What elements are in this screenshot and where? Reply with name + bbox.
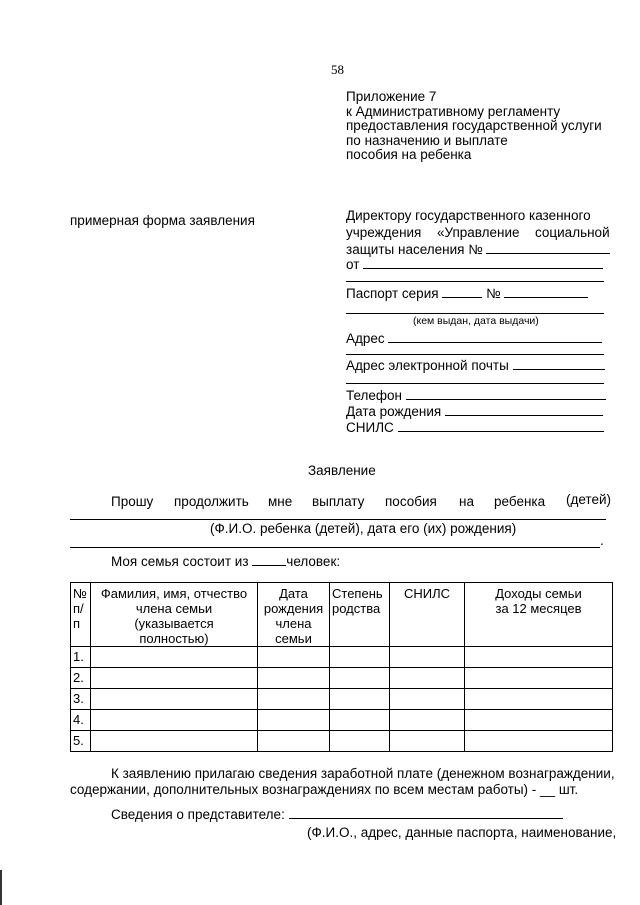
cell-relation[interactable] [330, 689, 390, 710]
passport-series-label: Паспорт серия [346, 286, 439, 301]
cell-full-name[interactable] [91, 647, 258, 668]
table-row [71, 647, 613, 668]
cell-full-name[interactable] [91, 731, 258, 752]
cell-income[interactable] [465, 647, 613, 668]
appendix-block [346, 90, 602, 163]
address-label: Адрес [346, 331, 385, 346]
email-field[interactable] [513, 357, 605, 370]
attachment-line2: содержании, дополнительных вознаграждениях по всем местам работы) - __ шт. [70, 782, 579, 797]
scan-edge [0, 870, 2, 905]
cell-full-name[interactable] [91, 689, 258, 710]
birth-date-label: Дата рождения [346, 404, 442, 419]
request-word: выплату [312, 494, 365, 509]
page-number: 58 [331, 62, 344, 77]
table-header-row [71, 583, 613, 647]
phone-field[interactable] [406, 387, 606, 400]
email-label: Адрес электронной почты [346, 358, 509, 373]
cell-full-name[interactable] [91, 668, 258, 689]
passport-row [346, 285, 588, 301]
issued-hint: (кем выдан, дата выдачи) [413, 315, 539, 327]
cell-income[interactable] [465, 710, 613, 731]
table-row [71, 710, 613, 731]
cell-relation[interactable] [330, 668, 390, 689]
header-full-name: Фамилия, имя, отчество члена семьи (указывается полностью) [91, 583, 258, 647]
appendix-line: по назначению и выплате [346, 132, 508, 148]
request-word: пособия [385, 494, 437, 509]
cell-birth-date[interactable] [258, 689, 330, 710]
cell-snils[interactable] [390, 689, 465, 710]
from-extra-line[interactable] [346, 281, 604, 282]
request-word: мне [268, 494, 293, 509]
from-label: от [346, 257, 360, 272]
cell-snils[interactable] [390, 668, 465, 689]
family-size-label: Моя семья состоит из [111, 554, 249, 569]
row-number: 5. [71, 731, 91, 752]
cell-snils[interactable] [390, 710, 465, 731]
table-row [71, 668, 613, 689]
child-info-line-2[interactable] [70, 547, 600, 548]
snils-row [346, 419, 604, 435]
addressee-line3 [346, 241, 610, 257]
statement-title: Заявление [308, 463, 376, 478]
line-end-dot: . [600, 533, 604, 548]
representative-hint: (Ф.И.О., адрес, данные паспорта, наименование, [307, 825, 617, 840]
appendix-line: к Административному регламенту [346, 103, 561, 119]
form-label: примерная форма заявления [70, 213, 255, 228]
address-extra-line[interactable] [346, 354, 604, 355]
appendix-line: предоставления государственной услуги [346, 118, 602, 133]
snils-field[interactable] [398, 419, 604, 432]
request-word: (детей) [566, 492, 612, 507]
family-size-row [111, 553, 340, 569]
row-number: 4. [71, 710, 91, 731]
representative-label: Сведения о представителе: [111, 807, 285, 822]
cell-birth-date[interactable] [258, 710, 330, 731]
phone-label: Телефон [346, 388, 403, 403]
appendix-line: Приложение 7 [346, 89, 437, 104]
addressee-line1: Директору государственного казенного [346, 208, 591, 223]
header-relation: Степень родства [330, 583, 390, 647]
cell-income[interactable] [465, 668, 613, 689]
cell-relation[interactable] [330, 731, 390, 752]
phone-row [346, 387, 606, 403]
request-word: Прошу [111, 494, 154, 509]
header-birth-date: Дата рождения члена семьи [258, 583, 330, 647]
request-word: ребенка [494, 494, 546, 509]
cell-birth-date[interactable] [258, 731, 330, 752]
table-row [71, 731, 613, 752]
representative-field[interactable] [289, 806, 563, 819]
request-word: на [459, 494, 474, 509]
family-size-field[interactable] [252, 553, 286, 566]
request-word: продолжить [174, 494, 249, 509]
row-number: 1. [71, 647, 91, 668]
cell-income[interactable] [465, 731, 613, 752]
cell-relation[interactable] [330, 647, 390, 668]
passport-issued-line[interactable] [346, 313, 604, 314]
addressee-line2-left: учреждения [346, 225, 422, 240]
passport-number-label: № [486, 286, 501, 301]
addressee-department-label: защиты населения № [346, 242, 483, 257]
email-extra-line[interactable] [346, 383, 604, 384]
child-info-line[interactable] [70, 519, 606, 520]
cell-snils[interactable] [390, 647, 465, 668]
cell-relation[interactable] [330, 710, 390, 731]
birth-date-row [346, 403, 603, 419]
child-info-hint: (Ф.И.О. ребенка (детей), дата его (их) рождения) [210, 521, 517, 536]
address-row [346, 330, 602, 346]
passport-series-field[interactable] [442, 285, 482, 298]
address-field[interactable] [388, 330, 602, 343]
header-snils: СНИЛС [390, 583, 465, 647]
from-row [346, 256, 603, 272]
attachment-line1: К заявлению прилагаю сведения заработной плате (денежном вознаграждении, [111, 766, 615, 781]
department-number-field[interactable] [486, 241, 610, 254]
table-row [71, 689, 613, 710]
cell-income[interactable] [465, 689, 613, 710]
cell-birth-date[interactable] [258, 668, 330, 689]
representative-row [111, 806, 563, 822]
header-income: Доходы семьи за 12 месяцев [465, 583, 613, 647]
header-number: № п/п [71, 583, 91, 647]
addressee-line2-mid: «Управление [437, 225, 520, 240]
email-row [346, 357, 605, 373]
from-field[interactable] [363, 256, 603, 269]
cell-snils[interactable] [390, 731, 465, 752]
passport-number-field[interactable] [504, 285, 588, 298]
cell-full-name[interactable] [91, 710, 258, 731]
addressee-line2-right: социальной [535, 225, 610, 240]
appendix-line: пособия на ребенка [346, 147, 472, 162]
row-number: 3. [71, 689, 91, 710]
birth-date-field[interactable] [445, 403, 603, 416]
row-number: 2. [71, 668, 91, 689]
snils-label: СНИЛС [346, 420, 394, 435]
family-table [70, 582, 613, 752]
cell-birth-date[interactable] [258, 647, 330, 668]
family-size-suffix: человек: [286, 554, 341, 569]
